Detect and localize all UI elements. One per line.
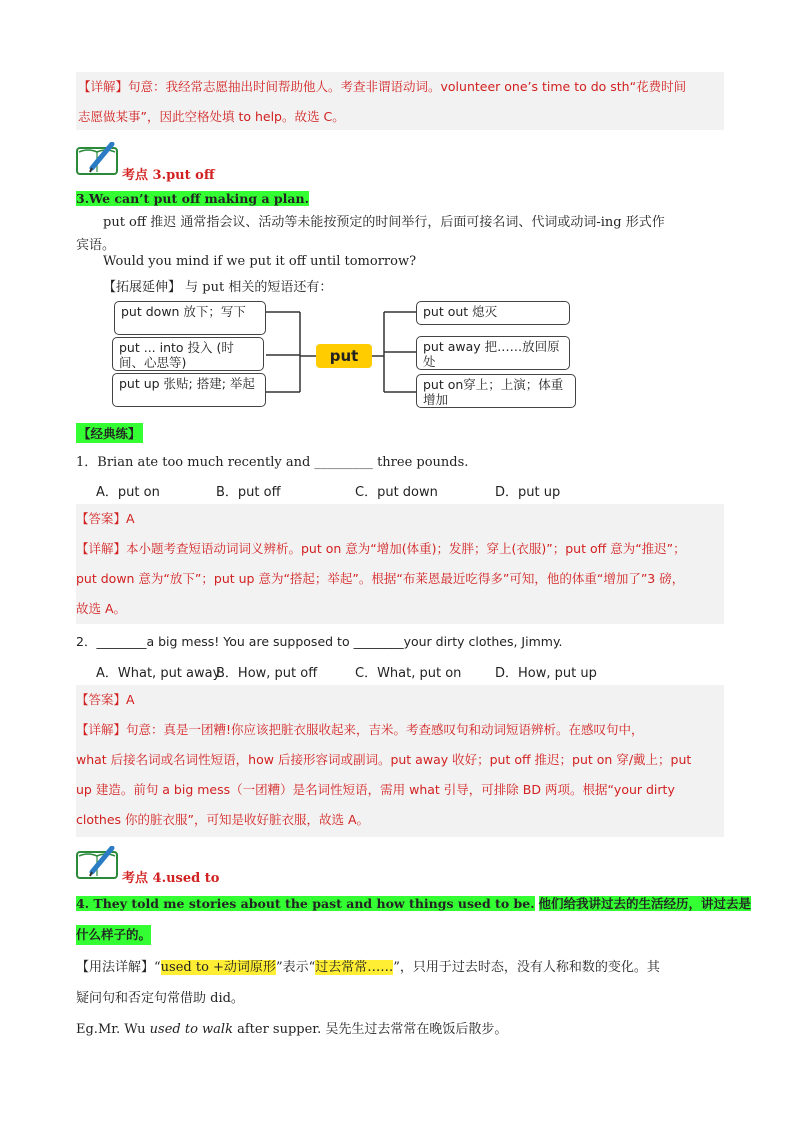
kaodian-3-label: 考点 3.put off <box>122 168 215 183</box>
mindmap-right-1: put out 熄灭 <box>416 301 570 325</box>
q2-answer: 【答案】A <box>76 692 135 707</box>
mindmap-left-1: put down 放下；写下 <box>114 301 266 335</box>
usage-highlight-2: 过去常常…… <box>315 960 394 975</box>
put-off-explanation-1: put off 推迟 通常指会议、活动等未能按预定的时间举行，后面可接名词、代词或动词-ing 形式作 <box>103 215 665 230</box>
sentence-3: 3.We can’t put off making a plan. <box>76 191 309 206</box>
mindmap-right-2: put away 把……放回原处 <box>416 336 570 370</box>
usage-line-1 <box>76 956 660 975</box>
put-off-explanation-2: 宾语。 <box>76 238 116 253</box>
q1-stem: 1．Brian ate too much recently and _________ three pounds. <box>76 455 469 470</box>
q2-option-c: C．What, put on <box>355 666 462 681</box>
usage-highlight-1: used to +动词原形 <box>160 960 276 975</box>
q2-detail-4: clothes 你的脏衣服”，可知是收好脏衣服，故选 A。 <box>76 812 369 827</box>
practice-title: 【经典练】 <box>76 423 143 443</box>
q2-option-d: D．How, put up <box>495 666 597 681</box>
extend-heading: 【拓展延伸】 与 put 相关的短语还有： <box>103 280 333 295</box>
mindmap-left-3: put up 张贴; 搭建; 举起 <box>112 373 266 407</box>
q1-option-c: C．put down <box>355 485 438 500</box>
mindmap-right-3: put on穿上；上演；体重增加 <box>416 374 576 408</box>
put-off-example: Would you mind if we put it off until tomorrow? <box>103 254 417 269</box>
usage-mid: ”表示“ <box>275 960 316 975</box>
sentence-4-en: 4. They told me stories about the past and how things used to be. <box>76 896 535 911</box>
q2-option-b: B．How, put off <box>216 666 318 681</box>
sentence-4-line1 <box>76 893 751 915</box>
example-4 <box>76 1018 507 1037</box>
mindmap-center: put <box>316 344 372 368</box>
detail-box-1 <box>76 72 724 130</box>
sentence-4-zh2: 什么样子的。 <box>76 925 151 945</box>
usage-prefix: 【用法详解】“ <box>76 960 161 975</box>
usage-suffix: ”，只用于过去时态，没有人称和数的变化。其 <box>393 960 660 975</box>
q2-detail-3: up 建造。前句 a big mess（一团糟）是名词性短语，需用 what 引导，可排除 BD 两项。根据“your dirty <box>76 782 675 797</box>
q1-answer: 【答案】A <box>76 511 135 526</box>
q2-option-a: A．What, put away <box>96 666 221 681</box>
mindmap-left-2: put ... into 投入 (时间、心思等) <box>112 337 264 371</box>
q1-detail-1: 【详解】本小题考查短语动词词义辨析。put on 意为“增加(体重)；发胖；穿上(衣服)”；put off 意为“推迟”； <box>76 541 686 556</box>
q1-detail-3: 故选 A。 <box>76 601 127 616</box>
q1-detail-2: put down 意为“放下”；put up 意为“搭起；举起”。根据“布莱恩最近吃得多”可知，他的体重“增加了”3 磅， <box>76 571 685 586</box>
q1-option-b: B．put off <box>216 485 281 500</box>
q1-option-d: D．put up <box>495 485 561 500</box>
example-4-suffix: after supper. 吴先生过去常常在晚饭后散步。 <box>232 1022 508 1037</box>
answer-box-2 <box>76 685 724 837</box>
q2-detail-1: 【详解】句意：真是一团糟!你应该把脏衣服收起来，吉米。考查感叹句和动词短语辨析。在感叹句中， <box>76 722 644 737</box>
usage-line-2: 疑问句和否定句常借助 did。 <box>76 991 244 1006</box>
q1-option-a: A．put on <box>96 485 160 500</box>
answer-box-1 <box>76 504 724 624</box>
kaodian-4-label: 考点 4.used to <box>122 871 220 886</box>
q2-detail-2: what 后接名词或名词性短语，how 后接形容词或副词。put away 收好；put off 推迟；put on 穿/戴上；put <box>76 752 692 767</box>
detail-1-line2: 志愿做某事”，因此空格处填 to help。故选 C。 <box>78 109 345 124</box>
example-4-italic: used to walk <box>149 1022 233 1037</box>
sentence-4-zh1: 他们给我讲过去的生活经历，讲过去是 <box>538 896 752 911</box>
example-4-prefix: Eg.Mr. Wu <box>76 1022 150 1037</box>
q2-stem: 2．________a big mess! You are supposed to ________your dirty clothes, Jimmy. <box>76 634 563 649</box>
notebook-pen-icon <box>76 142 120 176</box>
detail-1-line1: 【详解】句意：我经常志愿抽出时间帮助他人。考查非谓语动词。volunteer one’s time to do sth“花费时间 <box>78 79 687 94</box>
notebook-pen-icon <box>76 846 120 880</box>
